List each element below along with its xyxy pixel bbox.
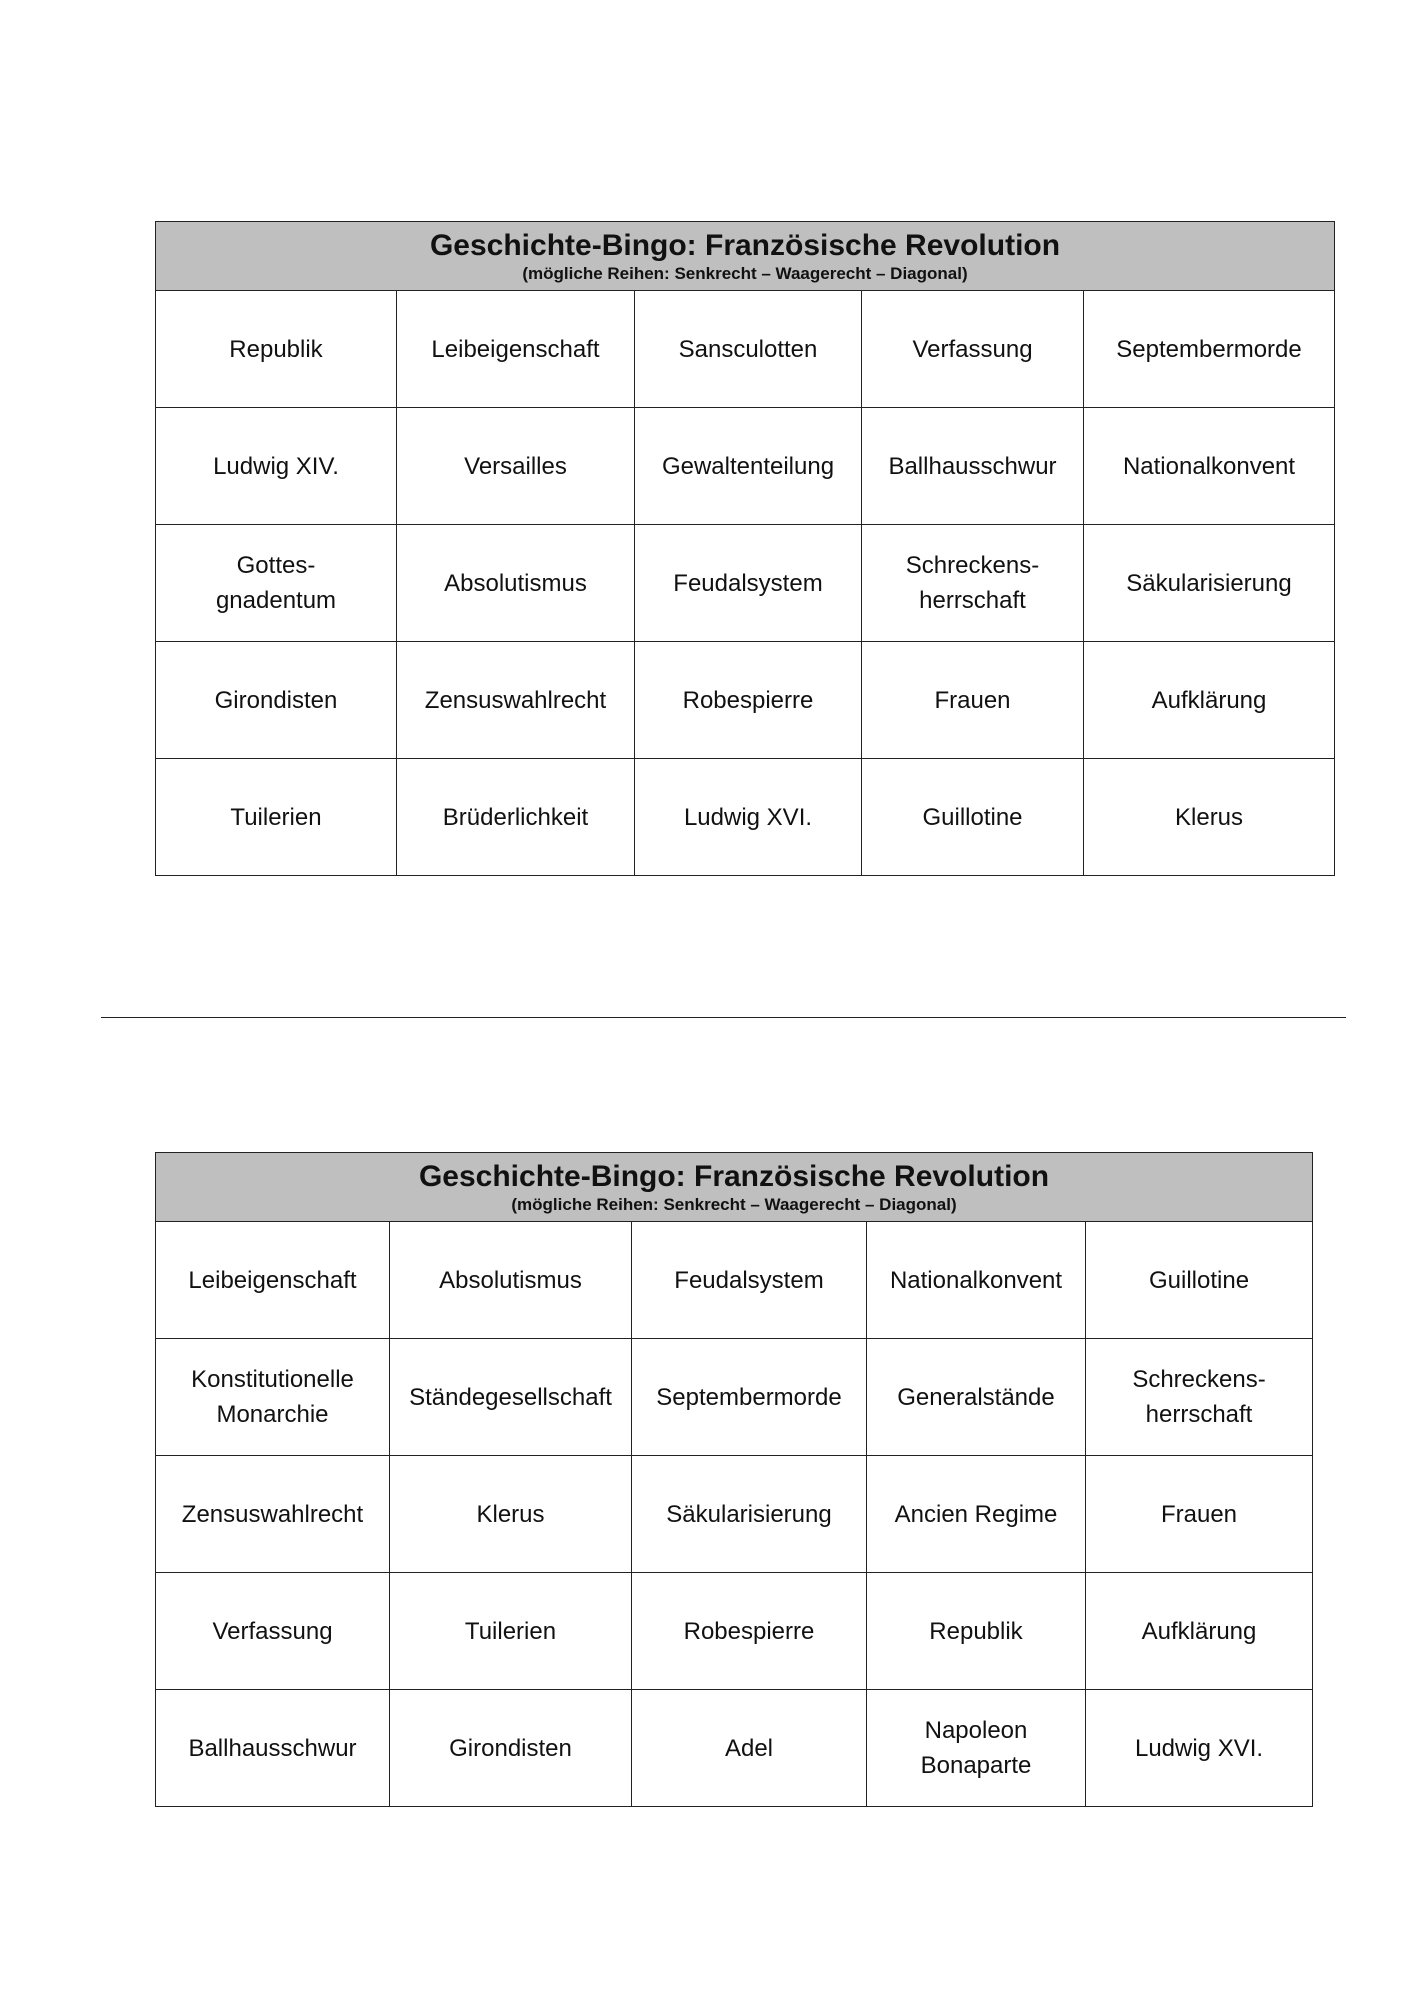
bingo-cell <box>862 408 1084 525</box>
bingo-cell-text: Guillotine <box>1148 1266 1250 1294</box>
bingo-cell <box>1084 759 1335 876</box>
bingo-cell <box>867 1690 1086 1807</box>
bingo-cell-text: Schreckens- herrschaft <box>1132 1366 1266 1428</box>
bingo-cell <box>156 525 397 642</box>
bingo-cell <box>390 1690 632 1807</box>
bingo-cell <box>1084 642 1335 759</box>
bingo-cell <box>156 759 397 876</box>
bingo-cell-text: Tuilerien <box>464 1617 557 1645</box>
bingo-card-1 <box>155 221 1335 876</box>
bingo-cell <box>156 1456 390 1573</box>
bingo-cell-text: Zensuswahlrecht <box>181 1500 364 1528</box>
card-row <box>156 1339 1313 1456</box>
bingo-cell <box>862 291 1084 408</box>
bingo-cell <box>862 525 1084 642</box>
bingo-cell <box>156 642 397 759</box>
bingo-cell <box>1084 525 1335 642</box>
card-subtitle: (mögliche Reihen: Senkrecht – Waagerecht – Diagonal) <box>522 264 968 283</box>
bingo-cell-text: Nationalkonvent <box>1122 452 1296 480</box>
bingo-cell-text: Versailles <box>464 452 567 480</box>
bingo-cell-text: Robespierre <box>683 1617 815 1645</box>
bingo-cell <box>397 408 635 525</box>
bingo-cell <box>156 1573 390 1690</box>
bingo-cell <box>867 1456 1086 1573</box>
bingo-cell <box>390 1339 632 1456</box>
bingo-cell <box>862 759 1084 876</box>
bingo-cell <box>1086 1222 1313 1339</box>
bingo-cell-text: Frauen <box>1160 1500 1238 1528</box>
bingo-cell <box>1086 1573 1313 1690</box>
bingo-cell <box>635 291 862 408</box>
bingo-cell-text: Verfassung <box>212 1617 333 1645</box>
card-row <box>156 1573 1313 1690</box>
bingo-cell <box>156 1222 390 1339</box>
card-row <box>156 642 1335 759</box>
bingo-card-2 <box>155 1152 1313 1807</box>
bingo-cell-text: Tuilerien <box>230 803 322 831</box>
card-title: Geschichte-Bingo: Französische Revolution <box>418 1160 1050 1193</box>
bingo-cell-text: Septembermorde <box>656 1383 842 1411</box>
bingo-cell <box>862 642 1084 759</box>
bingo-cell-text: Adel <box>724 1734 774 1762</box>
bingo-cell-text: Absolutismus <box>444 569 587 597</box>
card-subtitle: (mögliche Reihen: Senkrecht – Waagerecht – Diagonal) <box>511 1195 957 1214</box>
bingo-cell-text: Ballhausschwur <box>888 452 1057 480</box>
bingo-cell-text: Girondisten <box>449 1734 572 1762</box>
bingo-cell <box>1086 1456 1313 1573</box>
bingo-cell-text: Gewaltenteilung <box>661 452 835 480</box>
card-row <box>156 408 1335 525</box>
card-row <box>156 291 1335 408</box>
bingo-cell <box>390 1456 632 1573</box>
bingo-cell <box>867 1339 1086 1456</box>
bingo-cell <box>156 291 397 408</box>
card-row <box>156 1222 1313 1339</box>
bingo-cell <box>1084 291 1335 408</box>
bingo-cell <box>867 1222 1086 1339</box>
card-header <box>156 1153 1313 1222</box>
bingo-cell <box>632 1222 867 1339</box>
bingo-cell <box>1086 1690 1313 1807</box>
card-row <box>156 1456 1313 1573</box>
bingo-cell-text: Septembermorde <box>1116 335 1302 363</box>
bingo-cell-text: Ludwig XVI. <box>683 803 813 831</box>
card-row <box>156 1690 1313 1807</box>
card-row <box>156 525 1335 642</box>
bingo-cell <box>397 291 635 408</box>
cut-line-divider <box>101 1017 1346 1018</box>
bingo-cell-text: Feudalsystem <box>673 569 823 597</box>
bingo-cell-text: Ständegesellschaft <box>409 1383 612 1411</box>
bingo-cell <box>156 1339 390 1456</box>
bingo-cell-text: Ludwig XIV. <box>213 452 339 480</box>
bingo-cell-text: Säkularisierung <box>666 1500 832 1528</box>
bingo-cell-text: Gottes- gnadentum <box>215 552 337 614</box>
bingo-cell <box>632 1573 867 1690</box>
bingo-cell-text: Brüderlichkeit <box>442 803 589 831</box>
bingo-cell-text: Verfassung <box>912 335 1033 363</box>
bingo-cell <box>156 408 397 525</box>
bingo-cell-text: Zensuswahlrecht <box>424 686 607 714</box>
bingo-cell <box>397 759 635 876</box>
bingo-cell-text: Republik <box>229 335 323 363</box>
bingo-cell <box>390 1573 632 1690</box>
bingo-cell-text: Republik <box>929 1617 1023 1645</box>
bingo-cell-text: Guillotine <box>922 803 1023 831</box>
bingo-cell-text: Konstitutionelle Monarchie <box>191 1366 354 1428</box>
bingo-cell <box>632 1690 867 1807</box>
bingo-cell-text: Aufklärung <box>1151 686 1267 714</box>
bingo-cell-text: Schreckens- herrschaft <box>905 552 1040 614</box>
card-row <box>156 759 1335 876</box>
bingo-cell <box>1084 408 1335 525</box>
bingo-cell <box>635 759 862 876</box>
bingo-cell <box>635 642 862 759</box>
bingo-cell <box>635 525 862 642</box>
bingo-cell-text: Säkularisierung <box>1126 569 1292 597</box>
bingo-cell-text: Sansculotten <box>678 335 818 363</box>
bingo-cell-text: Klerus <box>1175 803 1244 831</box>
bingo-cell <box>156 1690 390 1807</box>
bingo-cell <box>390 1222 632 1339</box>
bingo-cell-text: Girondisten <box>214 686 338 714</box>
bingo-cell-text: Ballhausschwur <box>188 1734 357 1762</box>
bingo-cell-text: Klerus <box>476 1500 545 1528</box>
bingo-cell-text: Leibeigenschaft <box>188 1266 357 1294</box>
bingo-cell <box>397 642 635 759</box>
bingo-cell <box>1086 1339 1313 1456</box>
bingo-cell-text: Absolutismus <box>439 1266 582 1294</box>
bingo-cell <box>397 525 635 642</box>
bingo-cell-text: Robespierre <box>682 686 814 714</box>
bingo-cell-text: Nationalkonvent <box>889 1266 1063 1294</box>
bingo-cell-text: Leibeigenschaft <box>431 335 600 363</box>
bingo-cell <box>867 1573 1086 1690</box>
bingo-cell-text: Napoleon Bonaparte <box>920 1717 1032 1779</box>
bingo-cell-text: Ludwig XVI. <box>1134 1734 1264 1762</box>
bingo-cell-text: Frauen <box>934 686 1011 714</box>
bingo-cell-text: Ancien Regime <box>894 1500 1058 1528</box>
bingo-cell <box>635 408 862 525</box>
bingo-cell-text: Aufklärung <box>1141 1617 1257 1645</box>
bingo-cell-text: Generalstände <box>897 1383 1055 1411</box>
bingo-cell <box>632 1339 867 1456</box>
bingo-cell <box>632 1456 867 1573</box>
card-title: Geschichte-Bingo: Französische Revolution <box>429 229 1061 262</box>
card-header <box>156 222 1335 291</box>
bingo-cell-text: Feudalsystem <box>674 1266 824 1294</box>
